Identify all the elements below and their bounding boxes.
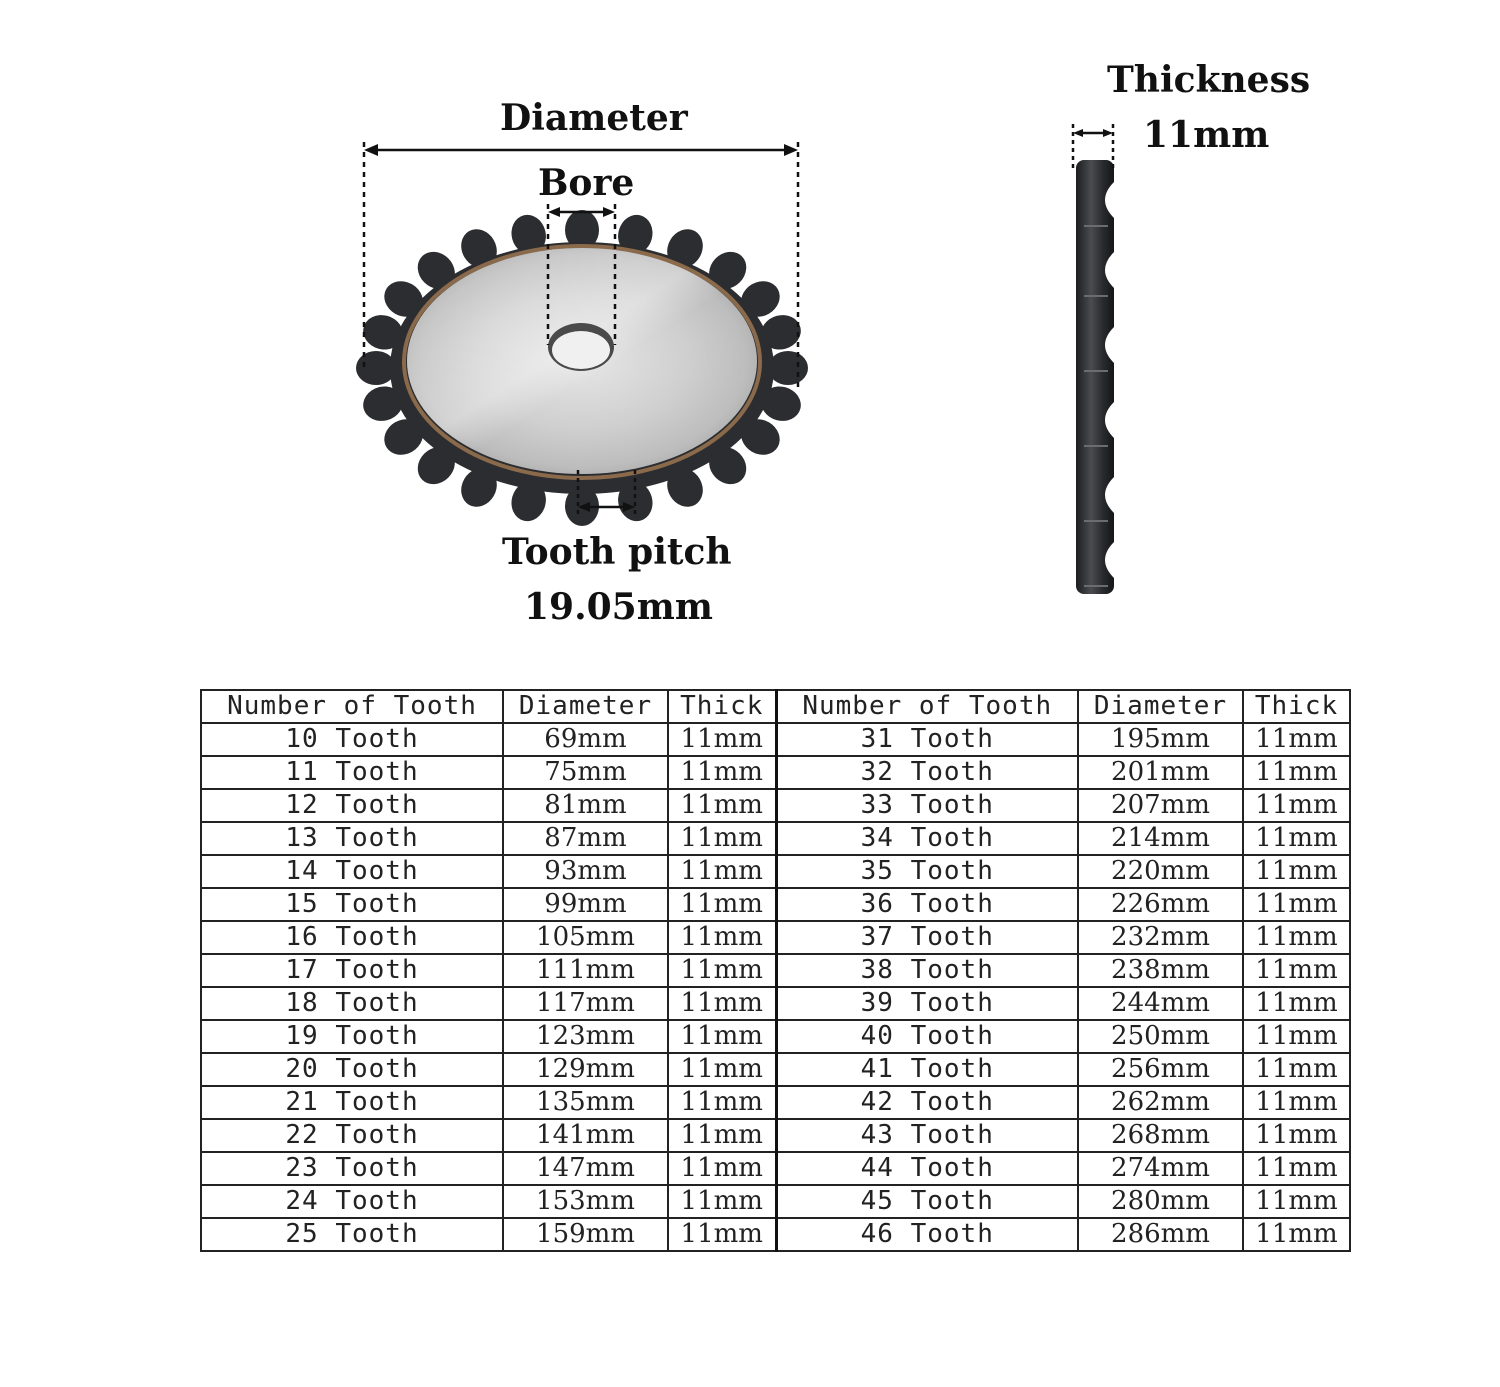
thick-cell: 11mm: [1243, 1053, 1350, 1086]
table-row: [201, 756, 1350, 789]
tooth-count-cell: 10 Tooth: [201, 723, 503, 756]
thick-cell: 11mm: [1243, 855, 1350, 888]
diameter-cell: 99mm: [503, 888, 668, 921]
diameter-cell: 105mm: [503, 921, 668, 954]
tooth-count-cell: 33 Tooth: [776, 789, 1078, 822]
diameter-cell: 262mm: [1078, 1086, 1243, 1119]
table-row: [201, 855, 1350, 888]
diameter-cell: 220mm: [1078, 855, 1243, 888]
thick-cell: 11mm: [668, 954, 776, 987]
diameter-cell: 117mm: [503, 987, 668, 1020]
tooth-count-cell: 37 Tooth: [776, 921, 1078, 954]
header-diameter-right: Diameter: [1078, 690, 1243, 723]
tooth-count-cell: 13 Tooth: [201, 822, 503, 855]
table-header-row: [201, 690, 1350, 723]
thick-cell: 11mm: [1243, 822, 1350, 855]
diameter-cell: 75mm: [503, 756, 668, 789]
tooth-count-cell: 17 Tooth: [201, 954, 503, 987]
thick-cell: 11mm: [668, 822, 776, 855]
tooth-count-cell: 15 Tooth: [201, 888, 503, 921]
diameter-cell: 201mm: [1078, 756, 1243, 789]
diameter-cell: 153mm: [503, 1185, 668, 1218]
bore-label: Bore: [538, 162, 635, 204]
table-row: [201, 822, 1350, 855]
thick-cell: 11mm: [668, 921, 776, 954]
header-thick-left: Thick: [668, 690, 776, 723]
diameter-cell: 232mm: [1078, 921, 1243, 954]
table-row: [201, 1185, 1350, 1218]
diameter-arrow-left: [364, 144, 378, 156]
thick-cell: 11mm: [1243, 756, 1350, 789]
thick-cell: 11mm: [668, 1119, 776, 1152]
tooth-count-cell: 40 Tooth: [776, 1020, 1078, 1053]
tooth-count-cell: 18 Tooth: [201, 987, 503, 1020]
tooth-count-cell: 39 Tooth: [776, 987, 1078, 1020]
thick-cell: 11mm: [1243, 1185, 1350, 1218]
thick-cell: 11mm: [668, 1152, 776, 1185]
header-thick-right: Thick: [1243, 690, 1350, 723]
spec-table: [200, 689, 1351, 1252]
thick-cell: 11mm: [1243, 1086, 1350, 1119]
thickness-arrow-right: [1103, 129, 1113, 137]
diameter-cell: 207mm: [1078, 789, 1243, 822]
diameter-cell: 250mm: [1078, 1020, 1243, 1053]
table-row: [201, 954, 1350, 987]
tooth-count-cell: 20 Tooth: [201, 1053, 503, 1086]
bore-arrow-right: [603, 207, 615, 217]
table-row: [201, 888, 1350, 921]
diameter-cell: 238mm: [1078, 954, 1243, 987]
sprocket-diagram: [0, 0, 1500, 680]
diameter-cell: 111mm: [503, 954, 668, 987]
table-row: [201, 1053, 1350, 1086]
thick-cell: 11mm: [1243, 987, 1350, 1020]
thick-cell: 11mm: [668, 1218, 776, 1251]
tooth-pitch-value: 19.05mm: [524, 586, 713, 628]
tooth-count-cell: 12 Tooth: [201, 789, 503, 822]
sprocket-side-view: [1076, 160, 1114, 594]
diameter-cell: 268mm: [1078, 1119, 1243, 1152]
bore-arrow-left: [548, 207, 560, 217]
diameter-cell: 135mm: [503, 1086, 668, 1119]
thick-cell: 11mm: [668, 723, 776, 756]
diameter-cell: 81mm: [503, 789, 668, 822]
thick-cell: 11mm: [668, 789, 776, 822]
table-row: [201, 921, 1350, 954]
tooth-count-cell: 36 Tooth: [776, 888, 1078, 921]
table-row: [201, 1020, 1350, 1053]
diameter-cell: 244mm: [1078, 987, 1243, 1020]
tooth-pitch-title: Tooth pitch: [502, 531, 732, 573]
thick-cell: 11mm: [1243, 954, 1350, 987]
thick-cell: 11mm: [1243, 921, 1350, 954]
table-row: [201, 1152, 1350, 1185]
table-row: [201, 1086, 1350, 1119]
tooth-count-cell: 46 Tooth: [776, 1218, 1078, 1251]
thick-cell: 11mm: [1243, 1119, 1350, 1152]
diameter-cell: 226mm: [1078, 888, 1243, 921]
tooth-count-cell: 19 Tooth: [201, 1020, 503, 1053]
diameter-cell: 159mm: [503, 1218, 668, 1251]
diameter-cell: 93mm: [503, 855, 668, 888]
tooth-count-cell: 45 Tooth: [776, 1185, 1078, 1218]
table-body: [201, 723, 1350, 1251]
thick-cell: 11mm: [1243, 723, 1350, 756]
diameter-cell: 69mm: [503, 723, 668, 756]
table-row: [201, 789, 1350, 822]
thick-cell: 11mm: [668, 756, 776, 789]
thickness-value: 11mm: [1143, 114, 1270, 156]
thick-cell: 11mm: [668, 1020, 776, 1053]
tooth-count-cell: 44 Tooth: [776, 1152, 1078, 1185]
diameter-cell: 195mm: [1078, 723, 1243, 756]
thick-cell: 11mm: [1243, 789, 1350, 822]
header-number-of-tooth-right: Number of Tooth: [776, 690, 1078, 723]
diameter-cell: 141mm: [503, 1119, 668, 1152]
header-number-of-tooth-left: Number of Tooth: [201, 690, 503, 723]
tooth-count-cell: 25 Tooth: [201, 1218, 503, 1251]
diameter-arrow-right: [784, 144, 798, 156]
thick-cell: 11mm: [668, 855, 776, 888]
diameter-cell: 274mm: [1078, 1152, 1243, 1185]
diameter-cell: 123mm: [503, 1020, 668, 1053]
diameter-label: Diameter: [500, 97, 688, 139]
tooth-count-cell: 11 Tooth: [201, 756, 503, 789]
thick-cell: 11mm: [668, 1086, 776, 1119]
thick-cell: 11mm: [668, 1053, 776, 1086]
table-row: [201, 1119, 1350, 1152]
header-diameter-left: Diameter: [503, 690, 668, 723]
thickness-title: Thickness: [1107, 59, 1311, 101]
tooth-count-cell: 23 Tooth: [201, 1152, 503, 1185]
thick-cell: 11mm: [1243, 1218, 1350, 1251]
tooth-count-cell: 34 Tooth: [776, 822, 1078, 855]
thick-cell: 11mm: [668, 888, 776, 921]
thick-cell: 11mm: [1243, 1020, 1350, 1053]
diameter-cell: 256mm: [1078, 1053, 1243, 1086]
tooth-count-cell: 16 Tooth: [201, 921, 503, 954]
sprocket-bore-inner: [552, 331, 610, 369]
tooth-count-cell: 43 Tooth: [776, 1119, 1078, 1152]
tooth-count-cell: 38 Tooth: [776, 954, 1078, 987]
thickness-arrow-left: [1073, 129, 1083, 137]
table-row: [201, 1218, 1350, 1251]
diameter-cell: 129mm: [503, 1053, 668, 1086]
diameter-cell: 87mm: [503, 822, 668, 855]
tooth-count-cell: 22 Tooth: [201, 1119, 503, 1152]
thick-cell: 11mm: [1243, 1152, 1350, 1185]
tooth-count-cell: 32 Tooth: [776, 756, 1078, 789]
thick-cell: 11mm: [668, 987, 776, 1020]
diameter-cell: 286mm: [1078, 1218, 1243, 1251]
diameter-cell: 280mm: [1078, 1185, 1243, 1218]
table-row: [201, 723, 1350, 756]
diameter-cell: 214mm: [1078, 822, 1243, 855]
tooth-count-cell: 24 Tooth: [201, 1185, 503, 1218]
thick-cell: 11mm: [1243, 888, 1350, 921]
tooth-count-cell: 35 Tooth: [776, 855, 1078, 888]
thick-cell: 11mm: [668, 1185, 776, 1218]
tooth-count-cell: 41 Tooth: [776, 1053, 1078, 1086]
tooth-count-cell: 42 Tooth: [776, 1086, 1078, 1119]
tooth-count-cell: 14 Tooth: [201, 855, 503, 888]
tooth-count-cell: 31 Tooth: [776, 723, 1078, 756]
tooth-count-cell: 21 Tooth: [201, 1086, 503, 1119]
diameter-cell: 147mm: [503, 1152, 668, 1185]
table-row: [201, 987, 1350, 1020]
